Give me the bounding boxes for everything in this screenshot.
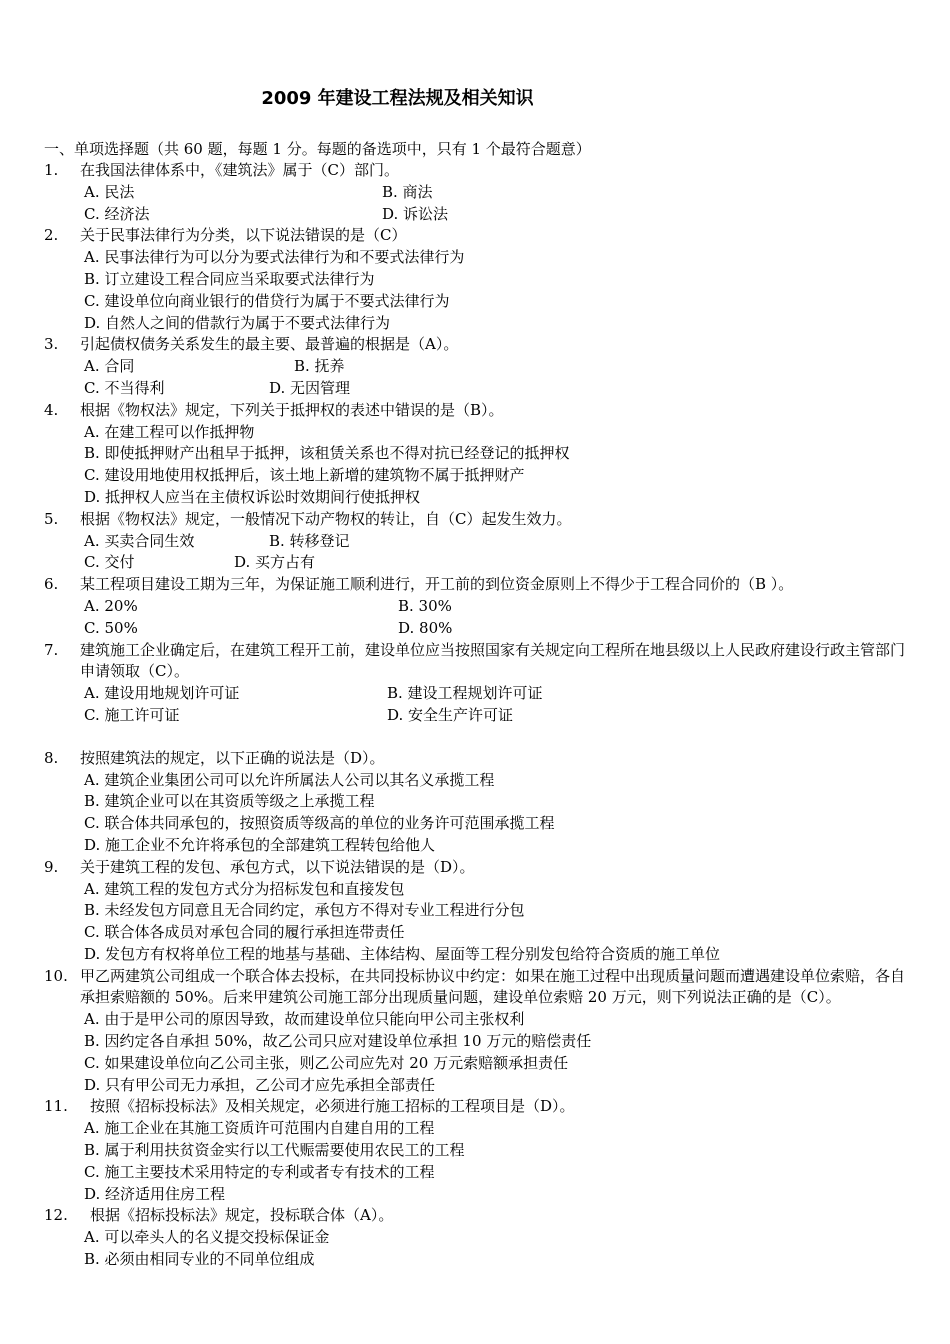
question-10 <box>44 966 914 1097</box>
question-number: 8. <box>44 748 59 767</box>
option-b: B. 转移登记 <box>269 531 350 550</box>
option-d: D. 发包方有权将单位工程的地基与基础、主体结构、屋面等工程分别发包给符合资质的施工单位 <box>84 944 721 963</box>
question-stem: 根据《招标投标法》规定，投标联合体（A）。 <box>90 1206 394 1225</box>
option-c: C. 联合体共同承包的，按照资质等级高的单位的业务许可范围承揽工程 <box>84 814 555 833</box>
option-b: B. 即使抵押财产出租早于抵押，该租赁关系也不得对抗已经登记的抵押权 <box>84 444 570 463</box>
option-c: C. 施工许可证 <box>84 705 180 724</box>
question-stem: 关于建筑工程的发包、承包方式，以下说法错误的是（D）。 <box>80 857 475 876</box>
question-stem: 关于民事法律行为分类，以下说法错误的是（C） <box>80 226 407 245</box>
question-number: 6. <box>44 575 59 594</box>
option-c: C. 经济法 <box>84 204 150 223</box>
question-number: 3. <box>44 335 59 354</box>
option-c: C. 50% <box>84 618 138 637</box>
option-b: B. 因约定各自承担 50%，故乙公司只应对建设单位承担 10 万元的赔偿责任 <box>84 1032 592 1051</box>
question-number: 10. <box>44 966 68 985</box>
question-1 <box>44 160 914 225</box>
option-d: D. 抵押权人应当在主债权诉讼时效期间行使抵押权 <box>84 487 421 506</box>
option-b: B. 商法 <box>382 182 433 201</box>
question-number: 4. <box>44 400 59 419</box>
option-d: D. 买方占有 <box>234 553 316 572</box>
question-7 <box>44 640 914 727</box>
question-stem: 引起债权债务关系发生的最主要、最普遍的根据是（A）。 <box>80 335 459 354</box>
question-9 <box>44 857 914 966</box>
option-a: A. 可以牵头人的名义提交投标保证金 <box>84 1228 330 1247</box>
option-d: D. 安全生产许可证 <box>387 705 514 724</box>
question-stem: 某工程项目建设工期为三年，为保证施工顺利进行，开工前的到位资金原则上不得少于工程合同价的（B ）。 <box>80 575 794 594</box>
option-b: B. 建筑企业可以在其资质等级之上承揽工程 <box>84 792 375 811</box>
option-a: A. 施工企业在其施工资质许可范围内自建自用的工程 <box>84 1119 435 1138</box>
question-8 <box>44 748 914 857</box>
question-12 <box>44 1205 914 1270</box>
question-number: 1. <box>44 161 59 179</box>
question-3 <box>44 334 914 399</box>
option-c: C. 施工主要技术采用特定的专利或者专有技术的工程 <box>84 1162 435 1181</box>
question-stem: 甲乙两建筑公司组成一个联合体去投标，在共同投标协议中约定：如果在施工过程中出现质量问题而遭遇建设单位索赔，各自承担索赔额的 50%。后来甲建筑公司施工部分出现质量问题，建设单位索赔 20 万元，则下列说法正确的是（C）。 <box>80 966 906 1007</box>
option-d: D. 自然人之间的借款行为属于不要式法律行为 <box>84 313 391 332</box>
option-b: B. 订立建设工程合同应当采取要式法律行为 <box>84 269 375 288</box>
document-title: 2009 年建设工程法规及相关知识 <box>261 88 534 109</box>
option-a: A. 建设用地规划许可证 <box>84 684 240 703</box>
section-heading: 一、单项选择题（共 60 题，每题 1 分。每题的备选项中，只有 1 个最符合题意） <box>44 140 591 158</box>
question-4 <box>44 400 914 509</box>
question-5 <box>44 509 914 574</box>
question-11 <box>44 1096 914 1205</box>
option-c: C. 如果建设单位向乙公司主张，则乙公司应先对 20 万元索赔额承担责任 <box>84 1053 569 1072</box>
option-c: C. 联合体各成员对承包合同的履行承担连带责任 <box>84 923 405 942</box>
question-number: 5. <box>44 509 59 528</box>
question-2 <box>44 225 914 334</box>
question-number: 2. <box>44 226 59 245</box>
option-a: A. 买卖合同生效 <box>84 531 195 550</box>
option-a: A. 合同 <box>84 357 135 376</box>
option-d: D. 80% <box>398 618 453 637</box>
option-d: D. 施工企业不允许将承包的全部建筑工程转包给他人 <box>84 835 436 854</box>
question-stem: 按照建筑法的规定，以下正确的说法是（D）。 <box>80 748 385 767</box>
option-a: A. 民事法律行为可以分为要式法律行为和不要式法律行为 <box>84 248 465 267</box>
option-a: A. 由于是甲公司的原因导致，故而建设单位只能向甲公司主张权利 <box>84 1010 525 1029</box>
question-stem: 在我国法律体系中，《建筑法》属于（C）部门。 <box>80 161 399 179</box>
option-c: C. 不当得利 <box>84 378 165 397</box>
option-d: D. 无因管理 <box>269 378 351 397</box>
question-6 <box>44 574 914 639</box>
option-a: A. 建筑企业集团公司可以允许所属法人公司以其名义承揽工程 <box>84 770 495 789</box>
question-stem: 按照《招标投标法》及相关规定，必须进行施工招标的工程项目是（D）。 <box>90 1097 575 1116</box>
question-stem: 根据《物权法》规定，下列关于抵押权的表述中错误的是（B）。 <box>80 400 504 419</box>
question-number: 12. <box>44 1206 68 1225</box>
option-b: B. 未经发包方同意且无合同约定，承包方不得对专业工程进行分包 <box>84 901 525 920</box>
option-c: C. 交付 <box>84 553 135 572</box>
option-a: A. 20% <box>84 596 138 615</box>
option-d: D. 经济适用住房工程 <box>84 1184 226 1203</box>
option-b: B. 属于利用扶贫资金实行以工代赈需要使用农民工的工程 <box>84 1141 465 1160</box>
option-c: C. 建设用地使用权抵押后，该土地上新增的建筑物不属于抵押财产 <box>84 466 525 485</box>
option-a: A. 在建工程可以作抵押物 <box>84 422 255 441</box>
question-list <box>44 160 914 1271</box>
question-stem: 根据《物权法》规定，一般情况下动产物权的转让，自（C）起发生效力。 <box>80 509 572 528</box>
option-b: B. 建设工程规划许可证 <box>387 684 543 703</box>
option-b: B. 30% <box>398 596 452 615</box>
option-a: A. 建筑工程的发包方式分为招标发包和直接发包 <box>84 879 405 898</box>
option-b: B. 必须由相同专业的不同单位组成 <box>84 1250 315 1269</box>
option-d: D. 诉讼法 <box>382 204 449 223</box>
option-d: D. 只有甲公司无力承担，乙公司才应先承担全部责任 <box>84 1075 436 1094</box>
option-b: B. 抚养 <box>294 357 345 376</box>
question-number: 9. <box>44 857 59 876</box>
question-number: 11. <box>44 1097 68 1116</box>
option-a: A. 民法 <box>84 182 135 201</box>
question-number: 7. <box>44 640 59 659</box>
option-c: C. 建设单位向商业银行的借贷行为属于不要式法律行为 <box>84 291 450 310</box>
question-stem: 建筑施工企业确定后，在建筑工程开工前，建设单位应当按照国家有关规定向工程所在地县级以上人民政府建设行政主管部门申请领取（C）。 <box>80 640 906 681</box>
